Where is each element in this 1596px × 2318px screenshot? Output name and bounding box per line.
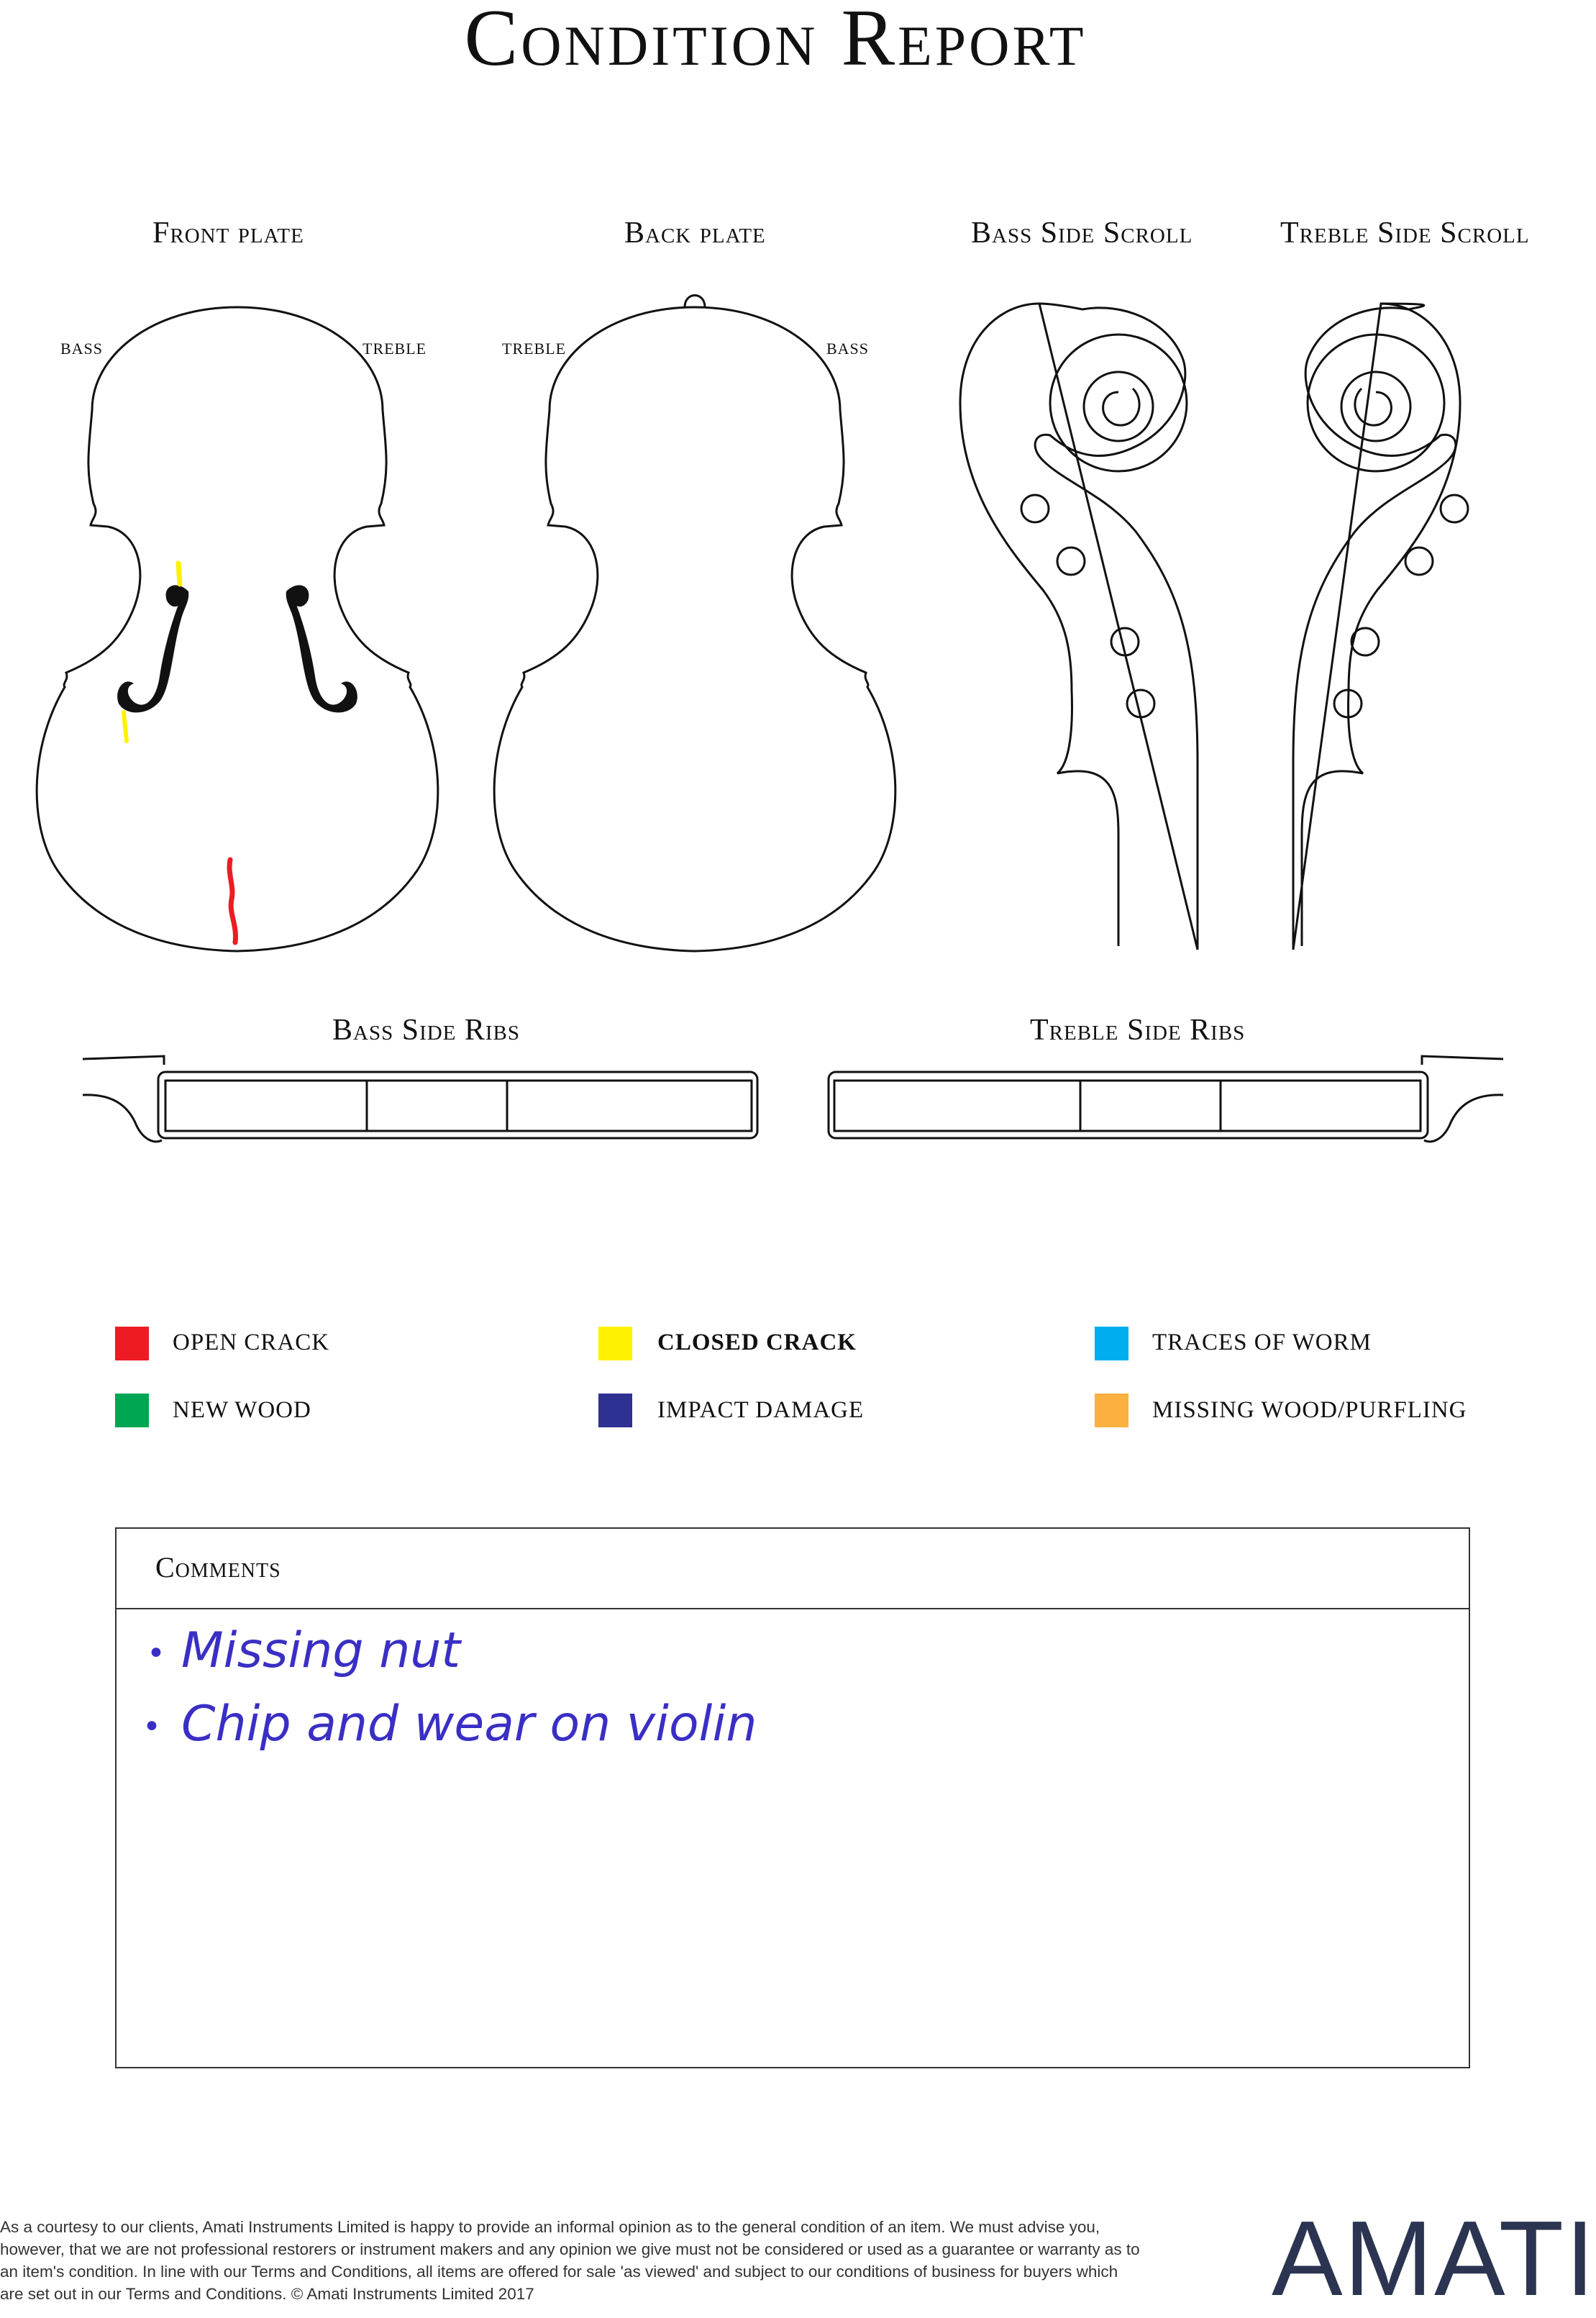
front-plate-outline xyxy=(37,307,438,951)
f-holes xyxy=(117,585,357,712)
report-title: Condition Report xyxy=(464,0,1087,83)
treble-ribs-outline xyxy=(829,1056,1503,1142)
amati-logo: AMATI xyxy=(1272,2199,1596,2318)
treble-f-hole xyxy=(286,585,357,712)
legend-label-missing-wood-purfling: MISSING WOOD/PURFLING xyxy=(1152,1397,1467,1423)
bass-side-scroll-label: Bass Side Scroll xyxy=(971,217,1193,250)
closed-crack-mark xyxy=(124,712,127,741)
back-treble-label: TREBLE xyxy=(502,340,567,358)
legend-label-impact-damage: IMPACT DAMAGE xyxy=(657,1397,865,1423)
bass-ribs-outline xyxy=(83,1056,757,1142)
treble-side-ribs-label: Treble Side Ribs xyxy=(1030,1014,1246,1047)
disclaimer-text: As a courtesy to our clients, Amati Instruments Limited is happy to provide an informal opinion as to the general condition of an item. We must advise you, however, that we are not professional restorers or instrument makers and any opinion we give must not be considered or used as a guarantee or warranty as to an item's condition. In line with our Terms and Conditions, all items are offered for sale 'as viewed' and subject to our conditions of business for buyers which are set out in our Terms and Conditions. © Amati Instruments Limited 2017 xyxy=(0,2218,1140,2303)
legend-label-traces-of-worm: TRACES OF WORM xyxy=(1152,1330,1372,1355)
front-bass-label: BASS xyxy=(60,340,104,358)
legend-label-closed-crack: CLOSED CRACK xyxy=(657,1330,857,1355)
note-bullet: • xyxy=(147,1635,165,1672)
legend-swatch-new-wood xyxy=(115,1394,149,1427)
comments-heading: Comments xyxy=(155,1551,281,1583)
legend-swatch-missing-wood-purfling xyxy=(1095,1394,1128,1427)
open-crack-mark xyxy=(229,860,235,942)
legend-label-new-wood: NEW WOOD xyxy=(173,1397,311,1423)
comments-box[interactable] xyxy=(115,1527,1470,2068)
comment-note-2: Chip and wear on violin xyxy=(181,1696,757,1753)
front-treble-label: TREBLE xyxy=(362,340,427,358)
legend-label-open-crack: OPEN CRACK xyxy=(173,1330,330,1355)
treble-scroll-outline xyxy=(1293,304,1468,950)
bass-f-hole xyxy=(117,585,188,712)
back-bass-label: BASS xyxy=(826,340,870,358)
bass-side-ribs-label: Bass Side Ribs xyxy=(332,1014,521,1047)
back-plate-label: Back plate xyxy=(624,217,766,250)
front-plate-label: Front plate xyxy=(152,217,304,250)
comment-note-1: Missing nut xyxy=(181,1622,461,1679)
bass-scroll-outline xyxy=(960,304,1198,950)
legend-swatch-closed-crack xyxy=(598,1327,632,1360)
back-button-outline xyxy=(685,296,705,308)
treble-side-scroll-label: Treble Side Scroll xyxy=(1280,217,1530,250)
legend-swatch-impact-damage xyxy=(598,1394,632,1427)
closed-crack-mark xyxy=(178,563,180,584)
comments-header xyxy=(117,1529,1469,1609)
legend-swatch-open-crack xyxy=(115,1327,149,1360)
back-plate-outline xyxy=(494,307,895,951)
note-bullet: • xyxy=(142,1709,161,1745)
legend-swatch-traces-of-worm xyxy=(1095,1327,1128,1360)
